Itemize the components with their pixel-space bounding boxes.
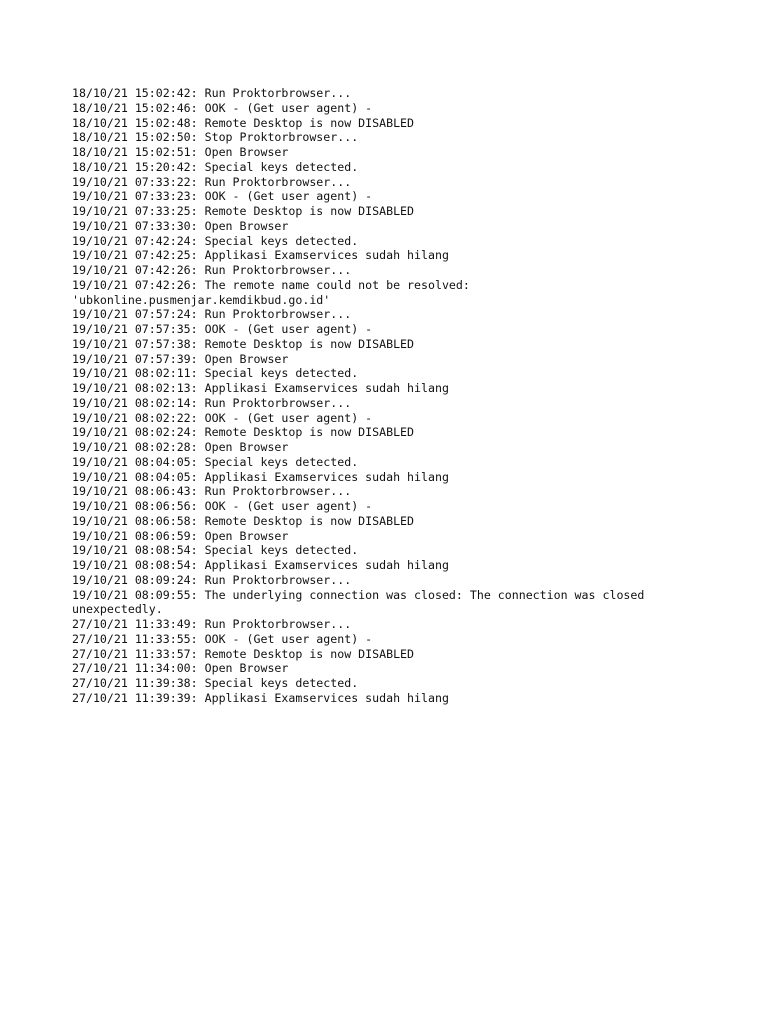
log-line: 19/10/21 07:42:26: Run Proktorbrowser... <box>72 263 352 277</box>
log-line: 19/10/21 08:06:58: Remote Desktop is now DISABLED <box>72 513 415 528</box>
log-line: 19/10/21 08:02:24: Remote Desktop is now DISABLED <box>72 425 415 440</box>
log-line: unexpectedly. <box>72 602 163 617</box>
log-line: 27/10/21 11:34:00: Open Browser <box>72 661 289 676</box>
log-line: 19/10/21 07:57:35: OOK - (Get user agent) - <box>72 322 373 336</box>
log-line: 18/10/21 15:20:42: Special keys detected. <box>72 159 359 174</box>
log-line: 19/10/21 07:57:24: Run Proktorbrowser... <box>72 307 352 322</box>
log-line: 'ubkonline.pusmenjar.kemdikbud.go.id' <box>72 292 331 307</box>
log-line: 27/10/21 11:39:39: Applikasi Examservices sudah hilang <box>72 690 449 705</box>
log-line: 27/10/21 11:33:55: OOK - (Get user agent) - <box>72 631 373 646</box>
log-line: 19/10/21 07:42:26: The remote name could not be resolved: <box>72 277 470 292</box>
log-line: 19/10/21 08:02:11: Special keys detected. <box>72 366 359 381</box>
log-line: 19/10/21 08:04:05: Applikasi Examservices sudah hilang <box>72 469 449 484</box>
log-line: 18/10/21 15:02:50: Stop Proktorbrowser... <box>72 130 359 145</box>
log-line: 19/10/21 07:57:38: Remote Desktop is now DISABLED <box>72 336 415 351</box>
log-line: 19/10/21 08:09:24: Run Proktorbrowser... <box>72 572 352 587</box>
log-line: 18/10/21 15:02:51: Open Browser <box>72 145 289 159</box>
log-line: 19/10/21 07:33:30: Open Browser <box>72 218 289 233</box>
log-line: 19/10/21 08:08:54: Special keys detected. <box>72 543 359 558</box>
log-text <box>72 86 732 706</box>
log-line: 19/10/21 07:33:23: OOK - (Get user agent) - <box>72 189 373 204</box>
log-line: 19/10/21 08:04:05: Special keys detected. <box>72 454 359 469</box>
log-line: 19/10/21 07:42:24: Special keys detected. <box>72 233 359 248</box>
log-line: 19/10/21 08:06:59: Open Browser <box>72 528 289 543</box>
log-line: 27/10/21 11:39:38: Special keys detected. <box>72 676 359 690</box>
log-line: 19/10/21 07:33:22: Run Proktorbrowser... <box>72 174 352 189</box>
log-line: 19/10/21 08:02:14: Run Proktorbrowser... <box>72 395 352 410</box>
log-line: 19/10/21 08:08:54: Applikasi Examservices sudah hilang <box>72 558 449 572</box>
log-line: 27/10/21 11:33:57: Remote Desktop is now DISABLED <box>72 646 415 661</box>
log-line: 19/10/21 07:42:25: Applikasi Examservices sudah hilang <box>72 248 449 263</box>
log-line: 19/10/21 08:02:22: OOK - (Get user agent) - <box>72 410 373 425</box>
log-line: 19/10/21 08:06:43: Run Proktorbrowser... <box>72 484 352 499</box>
log-line: 18/10/21 15:02:42: Run Proktorbrowser... <box>72 86 352 100</box>
log-line: 19/10/21 07:57:39: Open Browser <box>72 351 289 366</box>
log-line: 19/10/21 08:09:55: The underlying connection was closed: The connection was closed <box>72 587 645 602</box>
log-line: 19/10/21 07:33:25: Remote Desktop is now DISABLED <box>72 204 415 218</box>
log-line: 19/10/21 08:06:56: OOK - (Get user agent) - <box>72 499 373 513</box>
log-line: 27/10/21 11:33:49: Run Proktorbrowser... <box>72 617 352 631</box>
log-line: 18/10/21 15:02:46: OOK - (Get user agent) - <box>72 100 373 115</box>
log-line: 18/10/21 15:02:48: Remote Desktop is now DISABLED <box>72 115 415 130</box>
log-line: 19/10/21 08:02:28: Open Browser <box>72 440 289 454</box>
log-line: 19/10/21 08:02:13: Applikasi Examservices sudah hilang <box>72 381 449 395</box>
